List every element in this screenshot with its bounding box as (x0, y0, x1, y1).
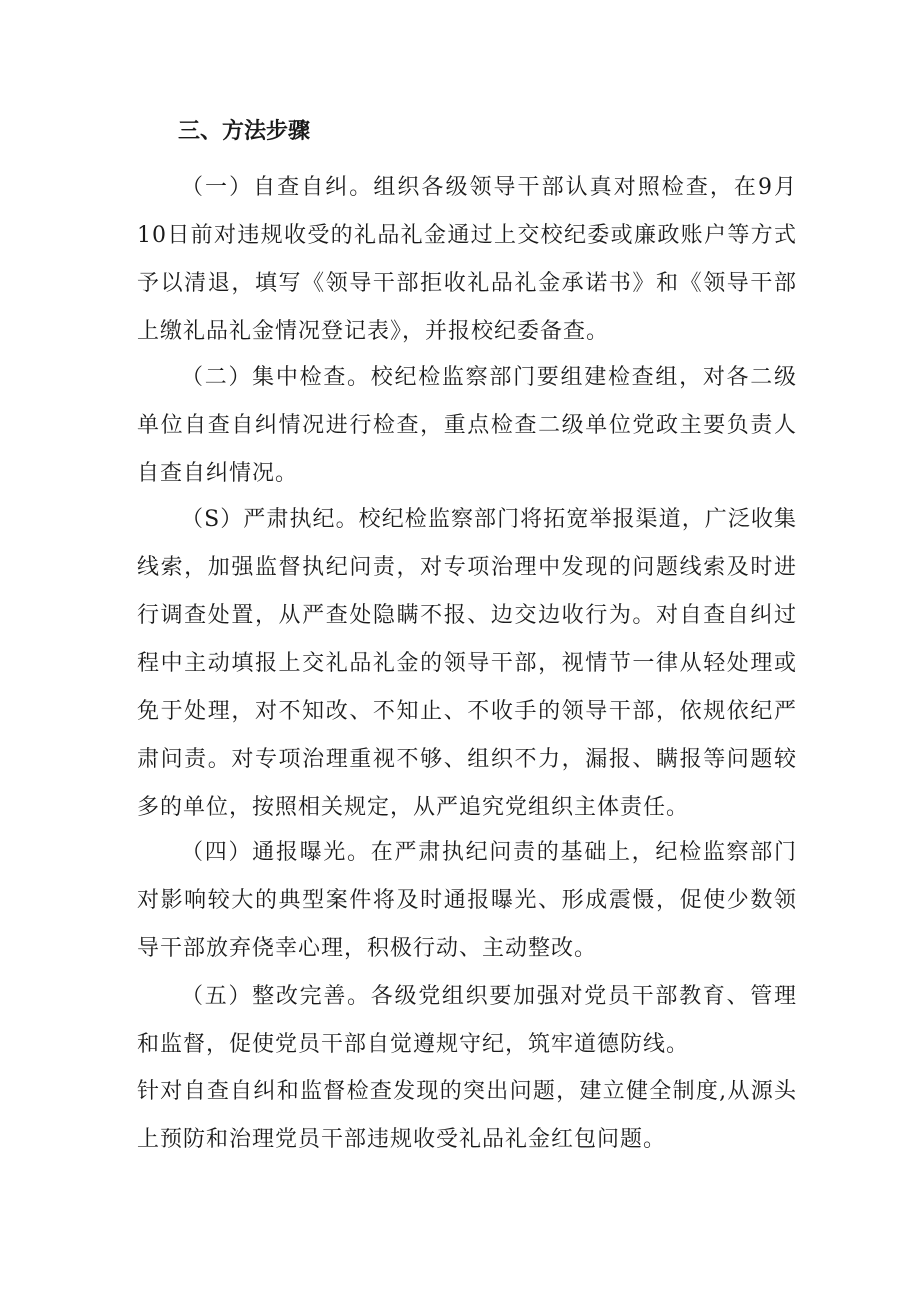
paragraph-centralized-inspection: （二）集中检查。校纪检监察部门要组建检查组，对各二级单位自查自纠情况进行检查，重点检查二级单位党政主要负责人自查自纠情况。 (137, 365, 797, 486)
paragraph-public-notice: （四）通报曝光。在严肃执纪问责的基础上，纪检监察部门对影响较大的典型案件将及时通报曝光、形成震慑，促使少数领导干部放弃侥幸心理，积极行动、主动整改。 (137, 840, 797, 961)
paragraph-rectification: （五）整改完善。各级党组织要加强对党员干部教育、管理和监督，促使党员干部自觉遵规守纪，筑牢道德防线。 (137, 984, 797, 1057)
paragraph-strict-discipline: （S）严肃执纪。校纪检监察部门将拓宽举报渠道，广泛收集线索，加强监督执纪问责，对专项治理中发现的问题线索及时进行调查处置，从严查处隐瞒不报、边交边收行为。对自查自纠过程中主动填报上交礼品礼金的领导干部，视情节一律从轻处理或免于处理，对不知改、不知止、不收手的领导干部，依规依纪严肃问责。对专项治理重视不够、组织不力，漏报、瞒报等问题较多的单位，按照相关规定，从严追究党组织主体责任。 (137, 507, 797, 820)
section-heading: 三、方法步骤 (178, 119, 311, 144)
paragraph-institution-building: 针对自查自纠和监督检查发现的突出问题，建立健全制度,从源头上预防和治理党员干部违规收受礼品礼金红包问题。 (137, 1079, 797, 1152)
paragraph-self-check: （一）自查自纠。组织各级领导干部认真对照检查，在9月10日前对违规收受的礼品礼金通过上交校纪委或廉政账户等方式予以清退，填写《领导干部拒收礼品礼金承诺书》和《领导干部上缴礼品礼金情况登记表》，并报校纪委备查。 (137, 175, 797, 344)
